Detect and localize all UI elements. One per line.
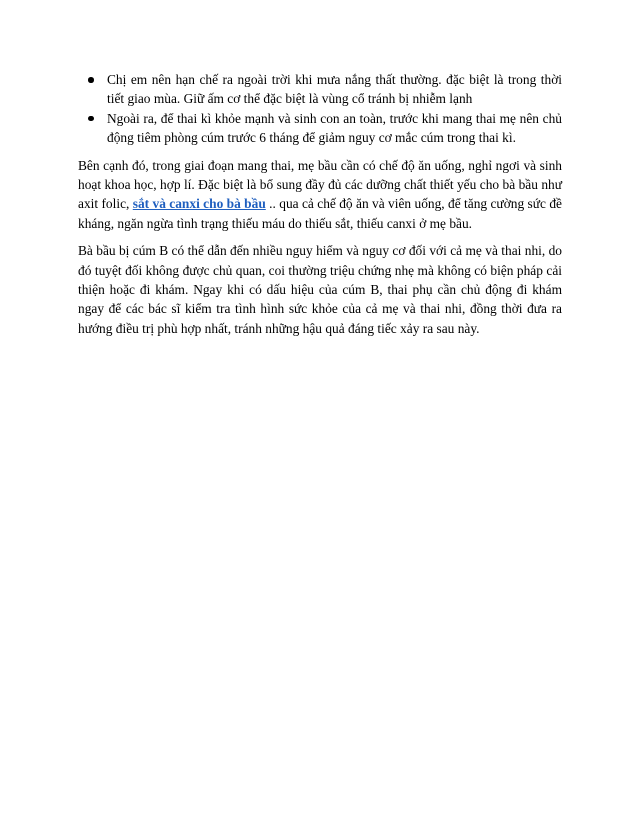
bullet-item xyxy=(78,70,562,109)
bullet-icon xyxy=(88,77,94,83)
bullet-list xyxy=(78,70,562,148)
paragraph-text: Bên cạnh đó, trong giai đoạn mang thai, mẹ bầu cần có chế độ ăn uống, nghỉ ngơi và sinh hoạt khoa học, hợp lí. Đặc biệt là bổ sung đầy đủ các dưỡng chất thiết yếu cho bà bầu như axit folic, xyxy=(78,157,562,212)
paragraph-text: .. qua cả chế độ ăn và viên uống, để tăng cường sức đề kháng, ngăn ngừa tình trạng thiếu máu do thiếu sắt, thiếu canxi ở mẹ bầu. xyxy=(78,196,562,231)
bullet-item xyxy=(78,109,562,148)
iron-calcium-link[interactable]: sắt và canxi cho bà bầu xyxy=(132,196,266,212)
bullet-icon xyxy=(88,116,94,122)
paragraph-nutrition xyxy=(78,156,562,234)
paragraph-warning: Bà bầu bị cúm B có thể dẫn đến nhiều nguy hiểm và nguy cơ đối với cả mẹ và thai nhi, do đó tuyệt đối không được chủ quan, coi thường triệu chứng nhẹ mà không có biện pháp cải thiện hoặc đi khám. Ngay khi có dấu hiệu của cúm B, thai phụ cần chủ động đi khám ngay để các bác sĩ kiểm tra tình hình sức khỏe của cả mẹ và thai nhi, đồng thời đưa ra hướng điều trị phù hợp nhất, tránh những hậu quả đáng tiếc xảy ra sau này. xyxy=(78,243,562,336)
bullet-text: Ngoài ra, để thai kì khỏe mạnh và sinh con an toàn, trước khi mang thai mẹ nên chủ động tiêm phòng cúm trước 6 tháng để giảm nguy cơ mắc cúm trong thai kì. xyxy=(107,110,562,146)
bullet-text: Chị em nên hạn chế ra ngoài trời khi mưa nắng thất thường. đặc biệt là trong thời tiết giao mùa. Giữ ấm cơ thể đặc biệt là vùng cổ tránh bị nhiễm lạnh xyxy=(107,72,562,107)
document-body xyxy=(78,70,562,338)
